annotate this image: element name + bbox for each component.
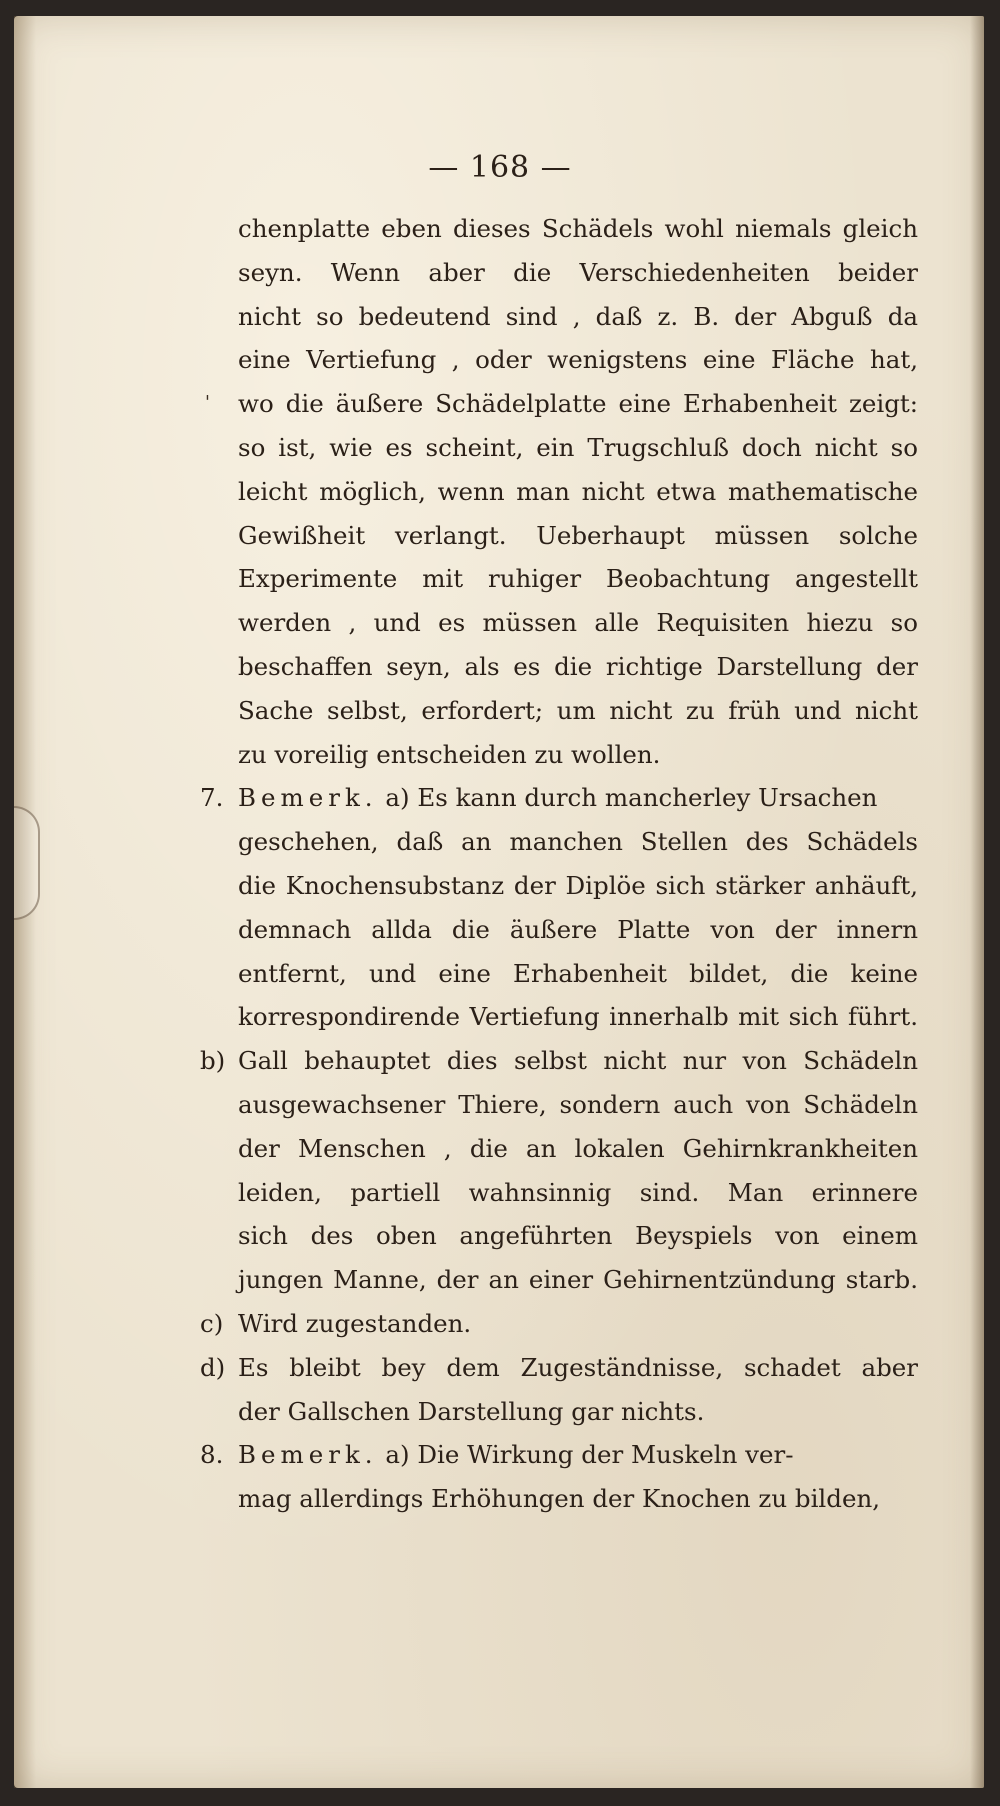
text-line: der Menschen , die an lokalen Gehirnkrankheiten	[238, 1133, 918, 1163]
text-line: demnach allda die äußere Platte von der innern	[238, 914, 918, 944]
text-line: werden , und es müssen alle Requisiten hiezu so	[238, 608, 918, 638]
text-line: Gewißheit verlangt. Ueberhaupt müssen solche	[238, 520, 918, 550]
remark-7-c	[200, 1302, 918, 1346]
margin-mark: '	[205, 392, 210, 413]
text-line: sich des oben angeführten Beyspiels von einem	[238, 1221, 918, 1251]
remark-8-line-0: a) Die Wirkung der Muskeln ver-	[385, 1440, 794, 1470]
text-line: die Knochensubstanz der Diplöe sich stärker anhäuft,	[238, 870, 918, 900]
paragraph-main	[238, 207, 918, 776]
remark-7-b-line-0: Gall behauptet dies selbst nicht nur von Schädeln	[238, 1046, 918, 1076]
text-line: geschehen, daß an manchen Stellen des Schädels	[238, 827, 918, 857]
remark-7-d-first-line	[200, 1346, 918, 1390]
binding-hole	[14, 806, 40, 920]
text-line: leicht möglich, wenn man nicht etwa mathematische	[238, 476, 918, 506]
text-line: jungen Manne, der an einer Gehirnentzündung starb.	[238, 1265, 918, 1295]
text-line: zu voreilig entscheiden zu wollen.	[238, 739, 661, 769]
remark-7-b	[200, 1039, 918, 1302]
text-line: chenplatte eben dieses Schädels wohl niemals gleich	[238, 214, 918, 243]
remark-7-c-text: Wird zugestanden.	[238, 1308, 472, 1338]
text-line: mag allerdings Erhöhungen der Knochen zu bilden,	[238, 1484, 881, 1514]
page-edge-shadow	[970, 16, 984, 1788]
text-line: Experimente mit ruhiger Beobachtung angestellt	[238, 564, 918, 594]
remark-8-heading-line	[200, 1433, 918, 1477]
text-line: korrespondirende Vertiefung innerhalb mit sich führt.	[238, 1002, 918, 1032]
remark-7-heading-line	[200, 776, 918, 820]
remark-8-label: Bemerk.	[238, 1440, 378, 1470]
remark-7-b-first-line	[200, 1039, 918, 1083]
page-number: — 168 —	[428, 150, 572, 185]
remark-7	[200, 776, 918, 1039]
text-line: ausgewachsener Thiere, sondern auch von Schädeln	[238, 1089, 918, 1119]
remark-7-b-marker: b)	[200, 1046, 226, 1076]
remark-8-number: 8.	[200, 1440, 224, 1470]
text-line: Sache selbst, erfordert; um nicht zu früh und nicht	[238, 695, 918, 725]
remark-7-number: 7.	[200, 783, 224, 813]
text-line: beschaffen seyn, als es die richtige Darstellung der	[238, 651, 918, 681]
remark-7-label: Bemerk.	[238, 783, 378, 813]
text-line: der Gallschen Darstellung gar nichts.	[238, 1396, 705, 1426]
text-line: wo die äußere Schädelplatte eine Erhabenheit zeigt:	[238, 389, 918, 419]
remark-7-d-marker: d)	[200, 1352, 226, 1382]
remark-7-c-line	[200, 1302, 918, 1346]
remark-7-c-marker: c)	[200, 1308, 224, 1338]
text-line: eine Vertiefung , oder wenigstens eine Fläche hat,	[238, 345, 918, 375]
remark-7-line-0: a) Es kann durch mancherley Ursachen	[385, 783, 878, 813]
text-line: nicht so bedeutend sind , daß z. B. der Abguß da	[238, 301, 918, 331]
page-body	[200, 207, 918, 1521]
text-line: seyn. Wenn aber die Verschiedenheiten beider	[238, 257, 918, 287]
remark-7-d-line-0: Es bleibt bey dem Zugeständnisse, schadet aber	[238, 1352, 918, 1382]
text-line: leiden, partiell wahnsinnig sind. Man erinnere	[238, 1177, 918, 1207]
remark-8	[200, 1433, 918, 1521]
remark-7-d	[200, 1346, 918, 1434]
text-line: so ist, wie es scheint, ein Trugschluß doch nicht so	[238, 432, 918, 462]
text-line: entfernt, und eine Erhabenheit bildet, die keine	[238, 958, 918, 988]
